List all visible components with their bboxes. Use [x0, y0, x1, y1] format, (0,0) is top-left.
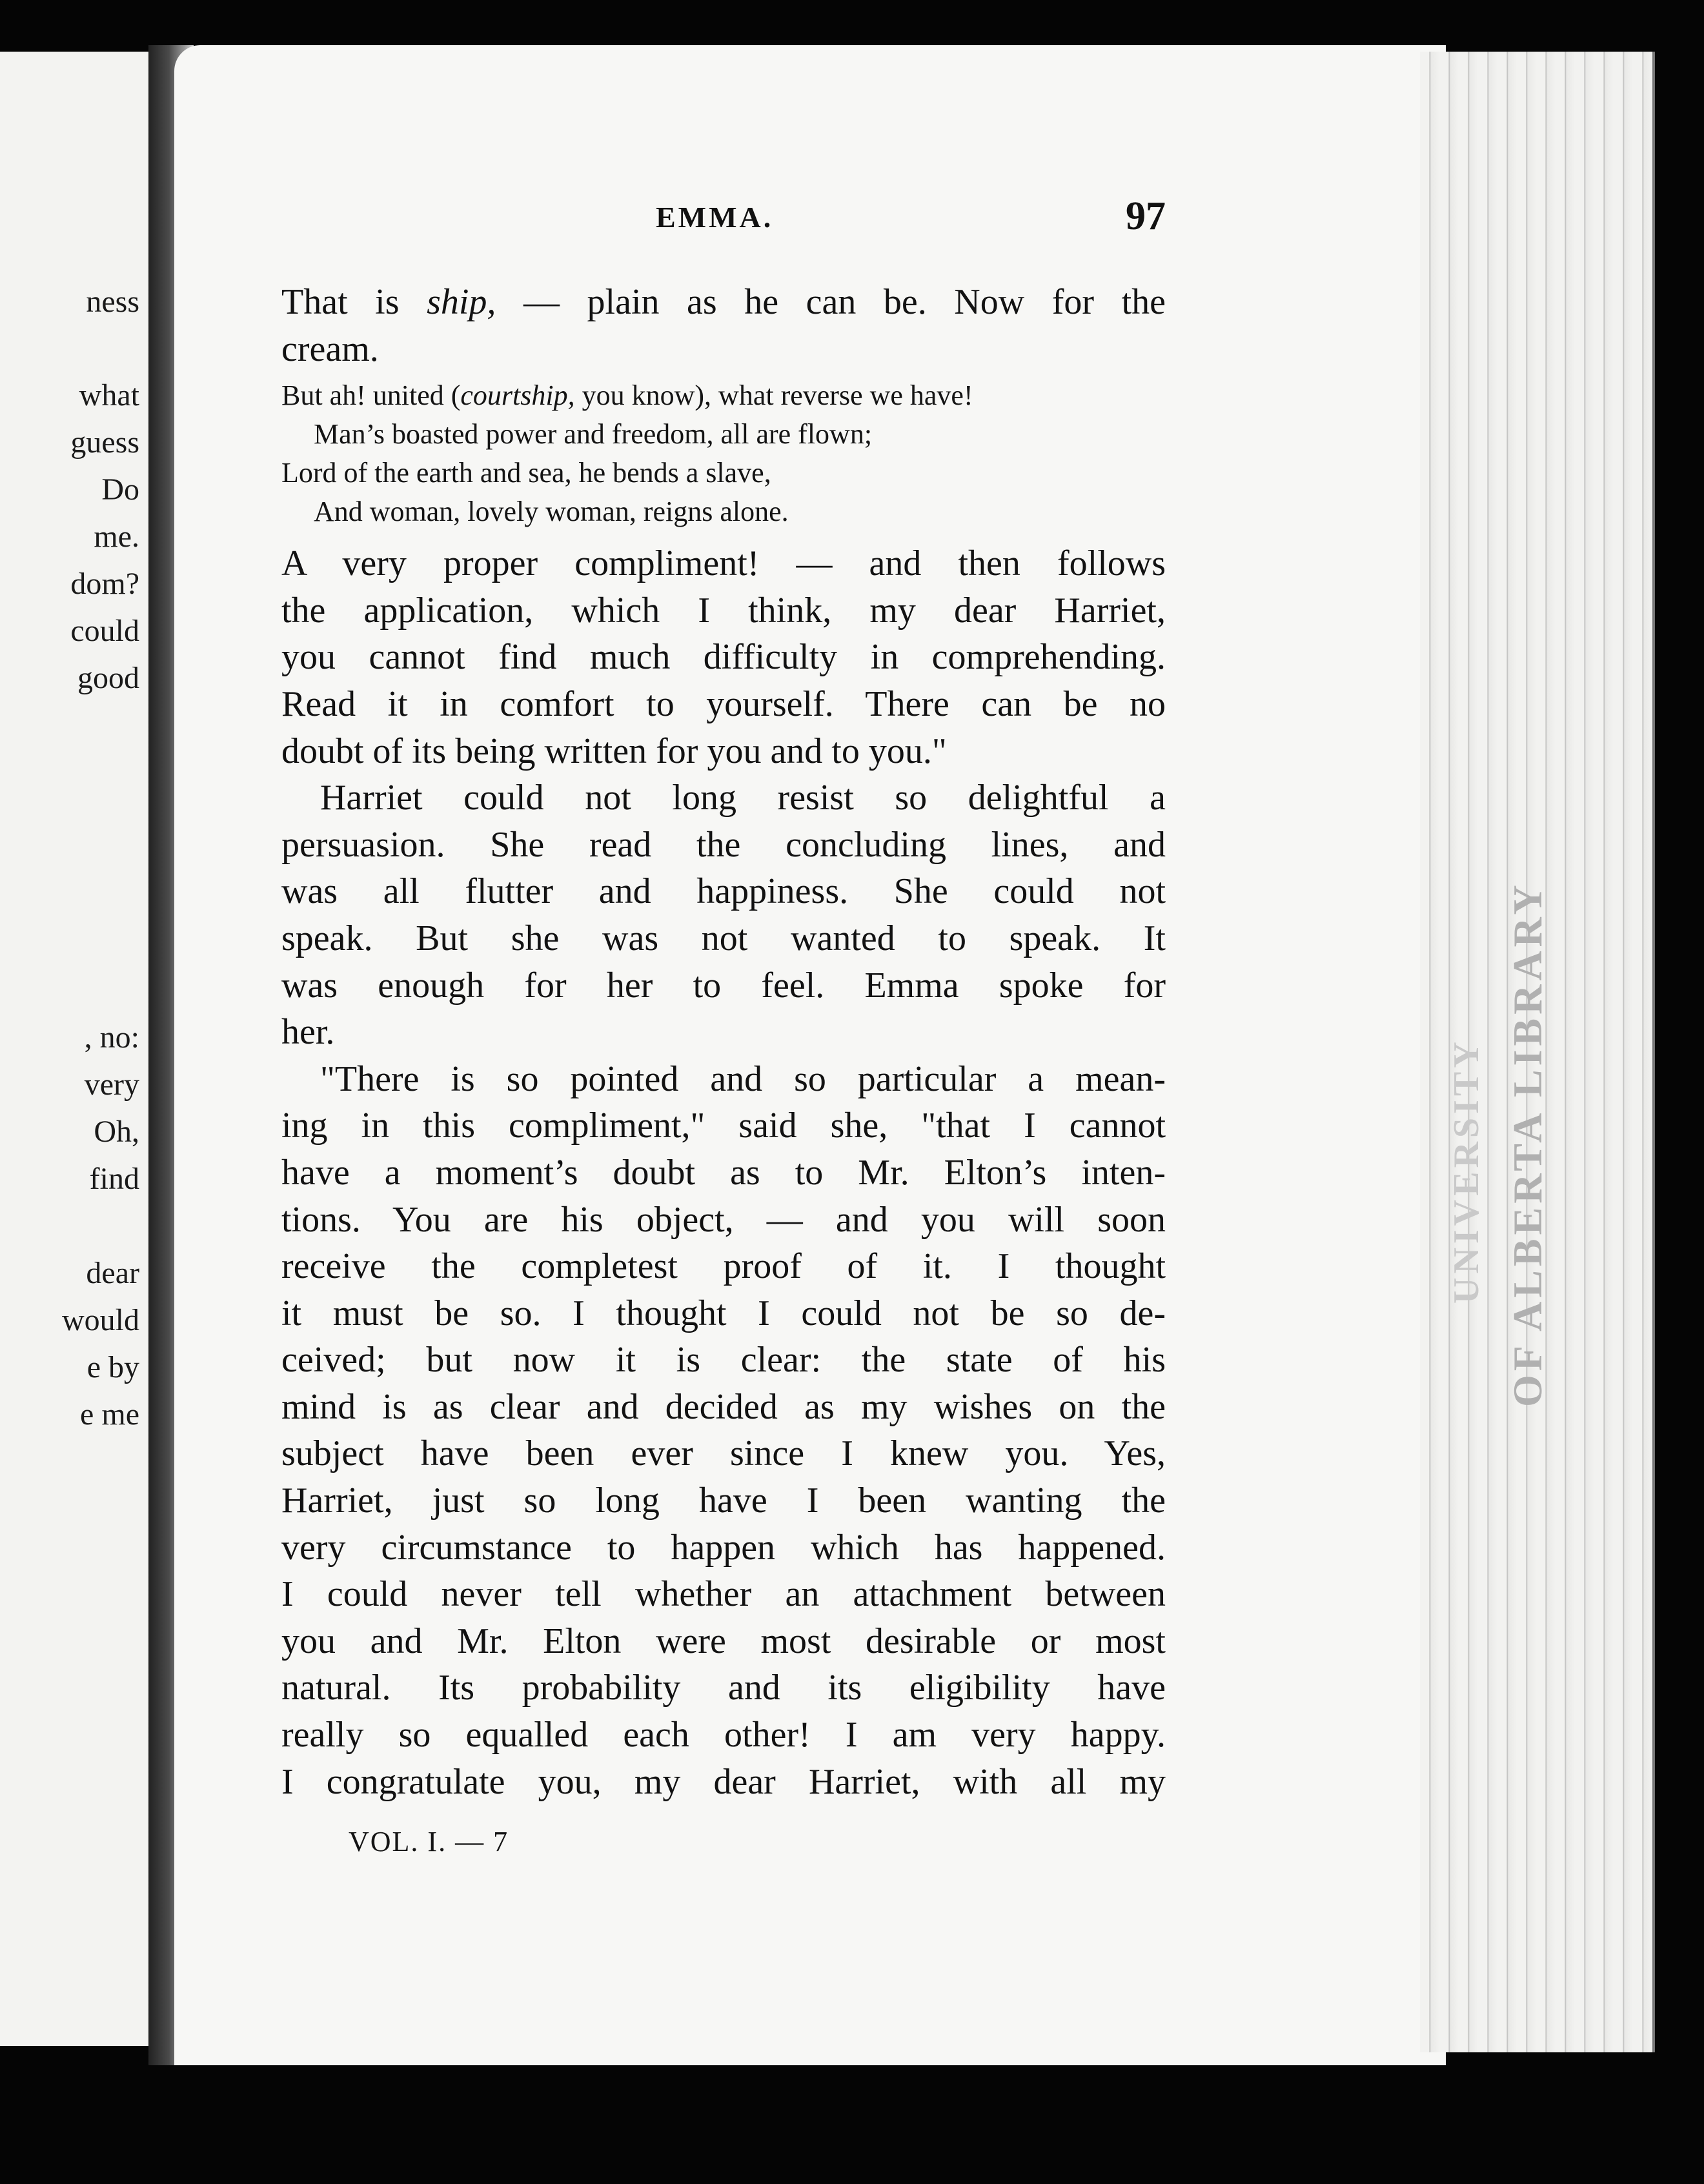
text-line: Harriet could not long resist so delightful a	[320, 778, 1166, 818]
left-fragment: me.	[94, 520, 139, 554]
left-fragment: dear	[86, 1256, 139, 1290]
text-line: persuasion. She read the concluding lines, and	[281, 824, 1166, 865]
signature-mark: VOL. I. — 7	[349, 1826, 509, 1857]
text-line: you cannot find much difficulty in comprehending.	[281, 637, 1166, 678]
left-fragment: , no:	[84, 1020, 139, 1055]
text-line: it must be so. I thought I could not be so de-	[281, 1293, 1166, 1333]
text-line: A very proper compliment! — and then follows	[281, 543, 1166, 584]
verse-line: Man’s boasted power and freedom, all are flown;	[314, 418, 873, 450]
verse-line: But ah! united (courtship, you know), what reverse we have!	[281, 379, 973, 412]
text-line: "There is so pointed and so particular a mean-	[320, 1058, 1166, 1099]
text-line: tions. You are his object, — and you will soon	[281, 1199, 1166, 1240]
running-title: EMMA.	[656, 201, 774, 234]
text-line: Read it in comfort to yourself. There can be no	[281, 683, 1166, 724]
text-line: receive the completest proof of it. I thought	[281, 1246, 1166, 1287]
library-stamp	[1439, 881, 1633, 1433]
text-line: was enough for her to feel. Emma spoke for	[281, 965, 1166, 1006]
left-fragment: good	[77, 661, 139, 695]
text-line: very circumstance to happen which has happened.	[281, 1527, 1166, 1568]
left-fragment: could	[70, 614, 139, 648]
left-fragment: find	[89, 1162, 139, 1196]
text-line: her.	[281, 1012, 335, 1053]
left-fragment: e me	[80, 1397, 139, 1431]
text-line: subject have been ever since I knew you. Yes,	[281, 1433, 1166, 1474]
text-line: natural. Its probability and its eligibility have	[281, 1668, 1166, 1708]
text-line: you and Mr. Elton were most desirable or most	[281, 1621, 1166, 1661]
left-fragment: dom?	[70, 567, 139, 601]
text-line: doubt of its being written for you and to you."	[281, 731, 947, 771]
text-line: I could never tell whether an attachment between	[281, 1574, 1166, 1615]
verse-quote	[281, 372, 1166, 540]
page-number: 97	[1126, 194, 1166, 238]
text-line: really so equalled each other! I am very happy.	[281, 1715, 1166, 1755]
text-line: was all flutter and happiness. She could not	[281, 871, 1166, 912]
text-line: Harriet, just so long have I been wanting the	[281, 1481, 1166, 1521]
page-body	[281, 279, 1166, 1805]
left-fragment: what	[79, 378, 139, 412]
text-line: I congratulate you, my dear Harriet, with all my	[281, 1761, 1166, 1802]
left-fragment: very	[84, 1067, 139, 1102]
text-line: ing in this compliment," said she, "that I cannot	[281, 1106, 1166, 1146]
left-fragment: guess	[70, 425, 139, 460]
text-line: speak. But she was not wanted to speak. It	[281, 918, 1166, 958]
left-fragment: ness	[86, 285, 139, 319]
text-line: have a moment’s doubt as to Mr. Elton’s inten-	[281, 1152, 1166, 1193]
left-page-edge	[0, 52, 148, 2046]
left-fragment: Oh,	[94, 1115, 139, 1149]
left-fragment: would	[62, 1303, 139, 1337]
running-head	[281, 194, 1166, 245]
text-line: That is ship, — plain as he can be. Now for the	[281, 282, 1166, 322]
verse-line: And woman, lovely woman, reigns alone.	[314, 496, 789, 528]
text-line: ceived; but now it is clear: the state of his	[281, 1340, 1166, 1380]
text-line: the application, which I think, my dear Harriet,	[281, 590, 1166, 631]
stamp-text-library: OF ALBERTA LIBRARY	[1505, 881, 1550, 1407]
left-fragment: Do	[101, 472, 139, 507]
text-line: mind is as clear and decided as my wishes on the	[281, 1386, 1166, 1427]
text-line: cream.	[281, 329, 379, 369]
left-fragment: e by	[86, 1350, 139, 1384]
verse-line: Lord of the earth and sea, he bends a slave,	[281, 457, 771, 489]
stamp-text-university: UNIVERSITY	[1446, 1038, 1486, 1304]
